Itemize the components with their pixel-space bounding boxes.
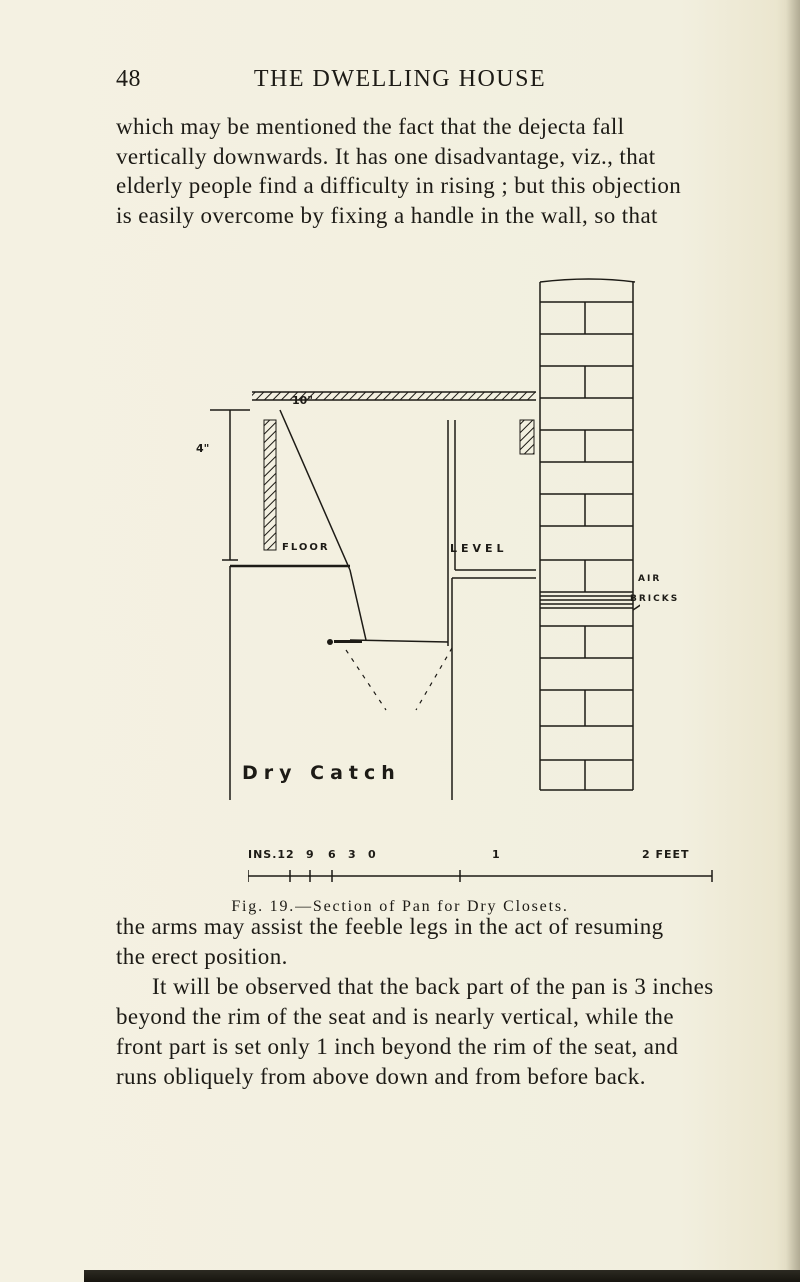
figure-pan-section xyxy=(190,270,680,850)
catch-outline xyxy=(346,648,452,710)
page-number: 48 xyxy=(116,66,141,92)
paragraph-bottom xyxy=(116,912,796,1092)
paragraph-top xyxy=(116,112,796,230)
floor-label: FLOOR xyxy=(282,542,330,553)
text-line: which may be mentioned the fact that the dejecta fall xyxy=(116,114,625,139)
scale-label: INS.12 xyxy=(248,848,295,861)
level-label: LEVEL xyxy=(450,542,508,555)
text-line: beyond the rim of the seat and is nearly vertical, while the xyxy=(116,1004,674,1029)
scale-label: 1 xyxy=(492,848,501,861)
text-line: runs obliquely from above down and from before back. xyxy=(116,1064,646,1089)
air-label: AIR xyxy=(638,574,662,584)
scale-label: 6 xyxy=(328,848,337,861)
scale-label: 2 FEET xyxy=(642,848,690,861)
figure-caption: Fig. 19.—Section of Pan for Dry Closets. xyxy=(231,898,569,915)
scale-label: 3 xyxy=(348,848,357,861)
seat-board xyxy=(252,392,536,550)
page-bottom-edge xyxy=(84,1270,800,1282)
scale-label: 0 xyxy=(368,848,377,861)
text-line: the erect position. xyxy=(116,944,288,969)
text-line: It will be observed that the back part of the pan is 3 inches xyxy=(152,974,714,999)
scale-label: 9 xyxy=(306,848,315,861)
brick-wall xyxy=(540,279,640,790)
page-header xyxy=(0,66,800,96)
running-head: THE DWELLING HOUSE xyxy=(253,66,547,92)
scale-bar xyxy=(248,848,728,888)
text-line: elderly people find a difficulty in rising ; but this objection xyxy=(116,173,682,198)
text-line: is easily overcome by fixing a handle in the wall, so that xyxy=(116,202,658,228)
bricks-label: BRICKS xyxy=(630,594,680,604)
dimension-label: 10" xyxy=(292,394,314,407)
text-line: vertically downwards. It has one disadvantage, viz., that xyxy=(116,143,656,169)
dimension-label: 4" xyxy=(196,442,210,455)
text-line: front part is set only 1 inch beyond the rim of the seat, and xyxy=(116,1034,679,1059)
dry-catch-label: Dry Catch xyxy=(242,762,401,784)
pan-outline xyxy=(210,410,536,800)
text-line: the arms may assist the feeble legs in the act of resuming xyxy=(116,914,664,939)
